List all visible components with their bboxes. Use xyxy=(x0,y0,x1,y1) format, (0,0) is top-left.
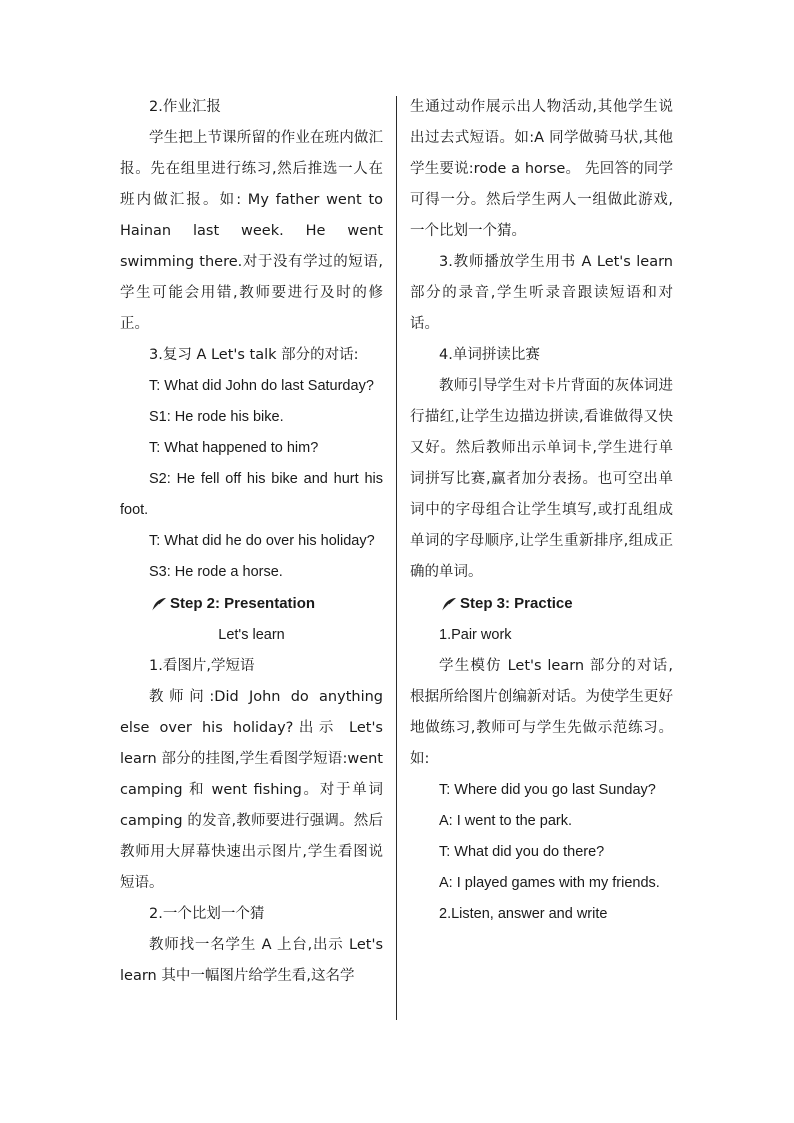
dialog-line: T: What did John do last Saturday? xyxy=(149,378,374,394)
lets-learn-subheading: Let's learn xyxy=(218,627,285,643)
dialog-line: A: I went to the park. xyxy=(439,813,572,829)
left-column xyxy=(120,92,383,992)
right-column xyxy=(410,92,673,930)
spelling-contest-heading: 4.单词拼读比赛 xyxy=(439,347,540,363)
feather-pen-icon xyxy=(440,596,458,612)
dialog-line: T: What did he do over his holiday? xyxy=(149,533,375,549)
presentation-paragraph: 教师问:Did John do anything else over his holiday?出示 Let's learn 部分的挂图,学生看图学短语:went camping 和 went fishing。对于单词 camping 的发音,教师要进行强调。然后教师用大屏幕快速出示图片,学生看图说短语。 xyxy=(120,689,383,891)
spelling-contest-paragraph: 教师引导学生对卡片背面的灰体词进行描红,让学生边描边拼读,看谁做得又快又好。然后教师出示单词卡,学生进行单词拼写比赛,赢者加分表扬。也可空出单词中的字母组合让学生填写,或打乱组成单词的字母顺序,让学生重新排序,组成正确的单词。 xyxy=(410,378,673,580)
step-3-title: Step 3: Practice xyxy=(460,595,573,612)
dialog-line: A: I played games with my friends. xyxy=(439,875,660,891)
dialog-line: S1: He rode his bike. xyxy=(149,409,284,425)
gesture-guess-paragraph: 教师找一名学生 A 上台,出示 Let's learn 其中一幅图片给学生看,这名学 xyxy=(120,937,383,984)
look-pictures-heading: 1.看图片,学短语 xyxy=(149,658,255,674)
pair-work-heading: 1.Pair work xyxy=(439,627,512,643)
homework-paragraph: 学生把上节课所留的作业在班内做汇报。先在组里进行练习,然后推选一人在班内做汇报。如: My father went to Hainan last week. He went swimming there.对于没有学过的短语,学生可能会用错,教师要进行及时的修正。 xyxy=(120,130,383,332)
gesture-guess-continued: 生通过动作展示出人物活动,其他学生说出过去式短语。如:A 同学做骑马状,其他学生要说:rode a horse。 先回答的同学可得一分。然后学生两人一组做此游戏,一个比划一个猜。 xyxy=(410,99,673,239)
column-divider xyxy=(396,96,397,1020)
section-homework-heading: 2.作业汇报 xyxy=(149,99,221,115)
feather-pen-icon xyxy=(150,596,168,612)
dialog-line: T: What happened to him? xyxy=(149,440,319,456)
listen-answer-heading: 2.Listen, answer and write xyxy=(439,906,608,922)
recording-paragraph: 3.教师播放学生用书 A Let's learn 部分的录音,学生听录音跟读短语和对话。 xyxy=(410,254,673,332)
step-3-heading xyxy=(410,590,673,618)
dialog-line: S2: He fell off his bike and hurt his foot. xyxy=(120,471,383,518)
step-2-heading xyxy=(120,590,383,618)
dialog-line: S3: He rode a horse. xyxy=(149,564,283,580)
dialog-line: T: What did you do there? xyxy=(439,844,605,860)
pair-work-paragraph: 学生模仿 Let's learn 部分的对话,根据所给图片创编新对话。为使学生更好地做练习,教师可与学生先做示范练习。如: xyxy=(410,658,673,767)
review-heading: 3.复习 A Let's talk 部分的对话: xyxy=(149,347,359,363)
gesture-guess-heading: 2.一个比划一个猜 xyxy=(149,906,265,922)
dialog-line: T: Where did you go last Sunday? xyxy=(439,782,656,798)
step-2-title: Step 2: Presentation xyxy=(170,595,316,612)
